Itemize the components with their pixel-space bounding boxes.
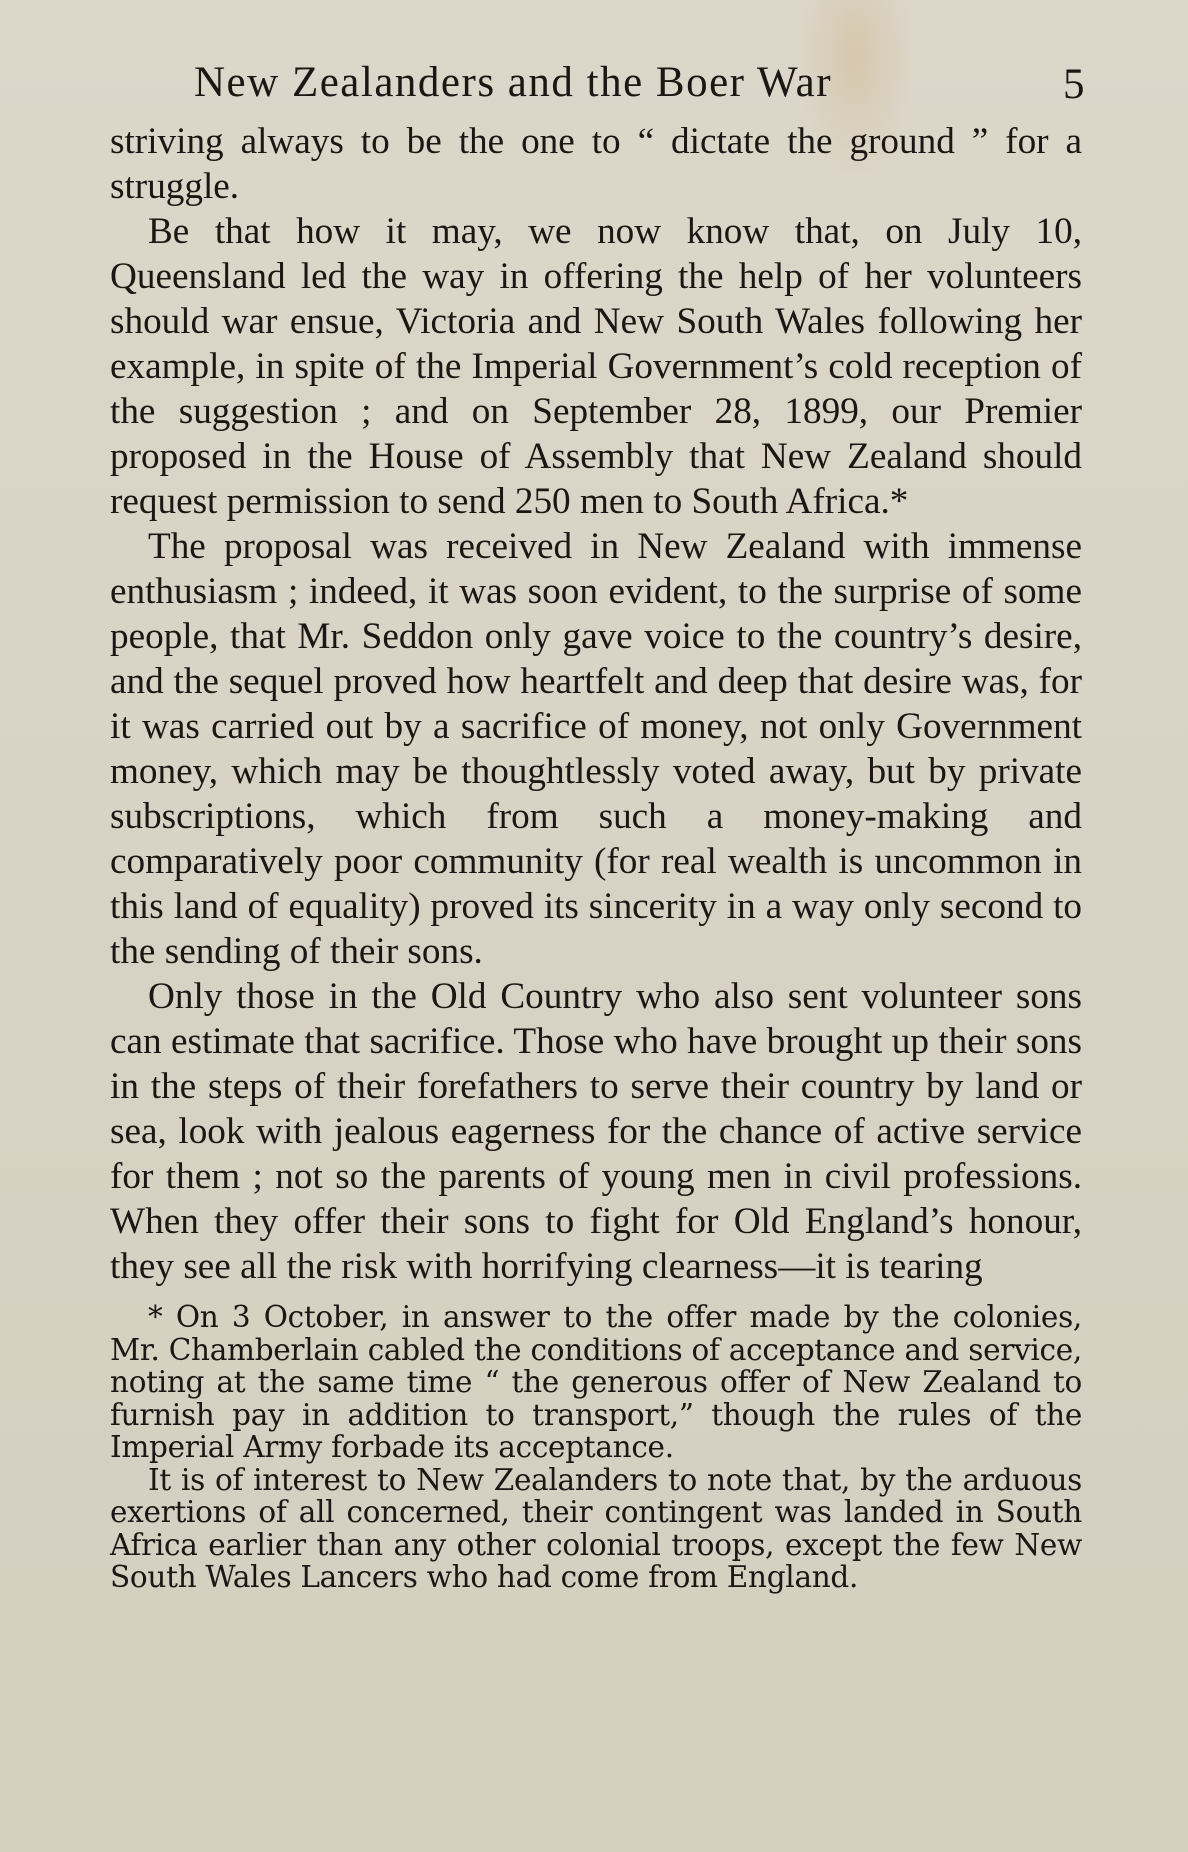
paragraph: The proposal was received in New Zealand with immense enthusiasm ; indeed, it was soon evident, to the surprise of some people, that Mr. Seddon only gave voice to the country’s desire, and the sequel proved how heartfelt and deep that desire was, for it was carried out by a sacrifice of money, not only Government money, which may be thoughtlessly voted away, but by private subscriptions, which from such a money-making and comparatively poor community (for real wealth is uncommon in this land of equality) proved its sincerity in a way only second to the sending of their sons.: [110, 526, 1082, 972]
paragraph: Only those in the Old Country who also sent volunteer sons can estimate that sacrifice. Those who have brought up their sons in the steps of their forefathers to serve their country by land or sea, look with jealous eagerness for the chance of active service for them ; not so the parents of young men in civil professions. When they offer their sons to fight for Old England’s honour, they see all the risk with horrifying clearness—it is tearing: [110, 976, 1082, 1287]
paragraph: Be that how it may, we now know that, on July 10, Queensland led the way in offering the help of her volunteers should war ensue, Victoria and New South Wales following her example, in spite of the Imperial Government’s cold reception of the suggestion ; and on September 28, 1899, our Premier proposed in the House of Assembly that New Zealand should request permission to send 250 men to South Africa.*: [110, 211, 1082, 522]
footnote: * On 3 October, in answer to the offer made by the colonies, Mr. Chamberlain cabled the conditions of acceptance and service, noting at the same time “ the generous offer of New Zealand to furnish pay in addition to transport,” though the rules of the Imperial Army forbade its acceptance.: [110, 1300, 1082, 1464]
footnotes: [110, 1301, 1082, 1594]
body-text: [110, 119, 1082, 1289]
paragraph-continued: striving always to be the one to “ dictate the ground ” for a struggle.: [110, 121, 1082, 207]
running-title: New Zealanders and the Boer War: [194, 59, 833, 106]
book-page: [110, 52, 1086, 1594]
running-header: [110, 52, 1086, 114]
page-number: 5: [1063, 61, 1086, 108]
footnote: It is of interest to New Zealanders to note that, by the arduous exertions of all concerned, their contingent was landed in South Africa earlier than any other colonial troops, except the few New South Wales Lancers who had come from England.: [110, 1462, 1082, 1594]
